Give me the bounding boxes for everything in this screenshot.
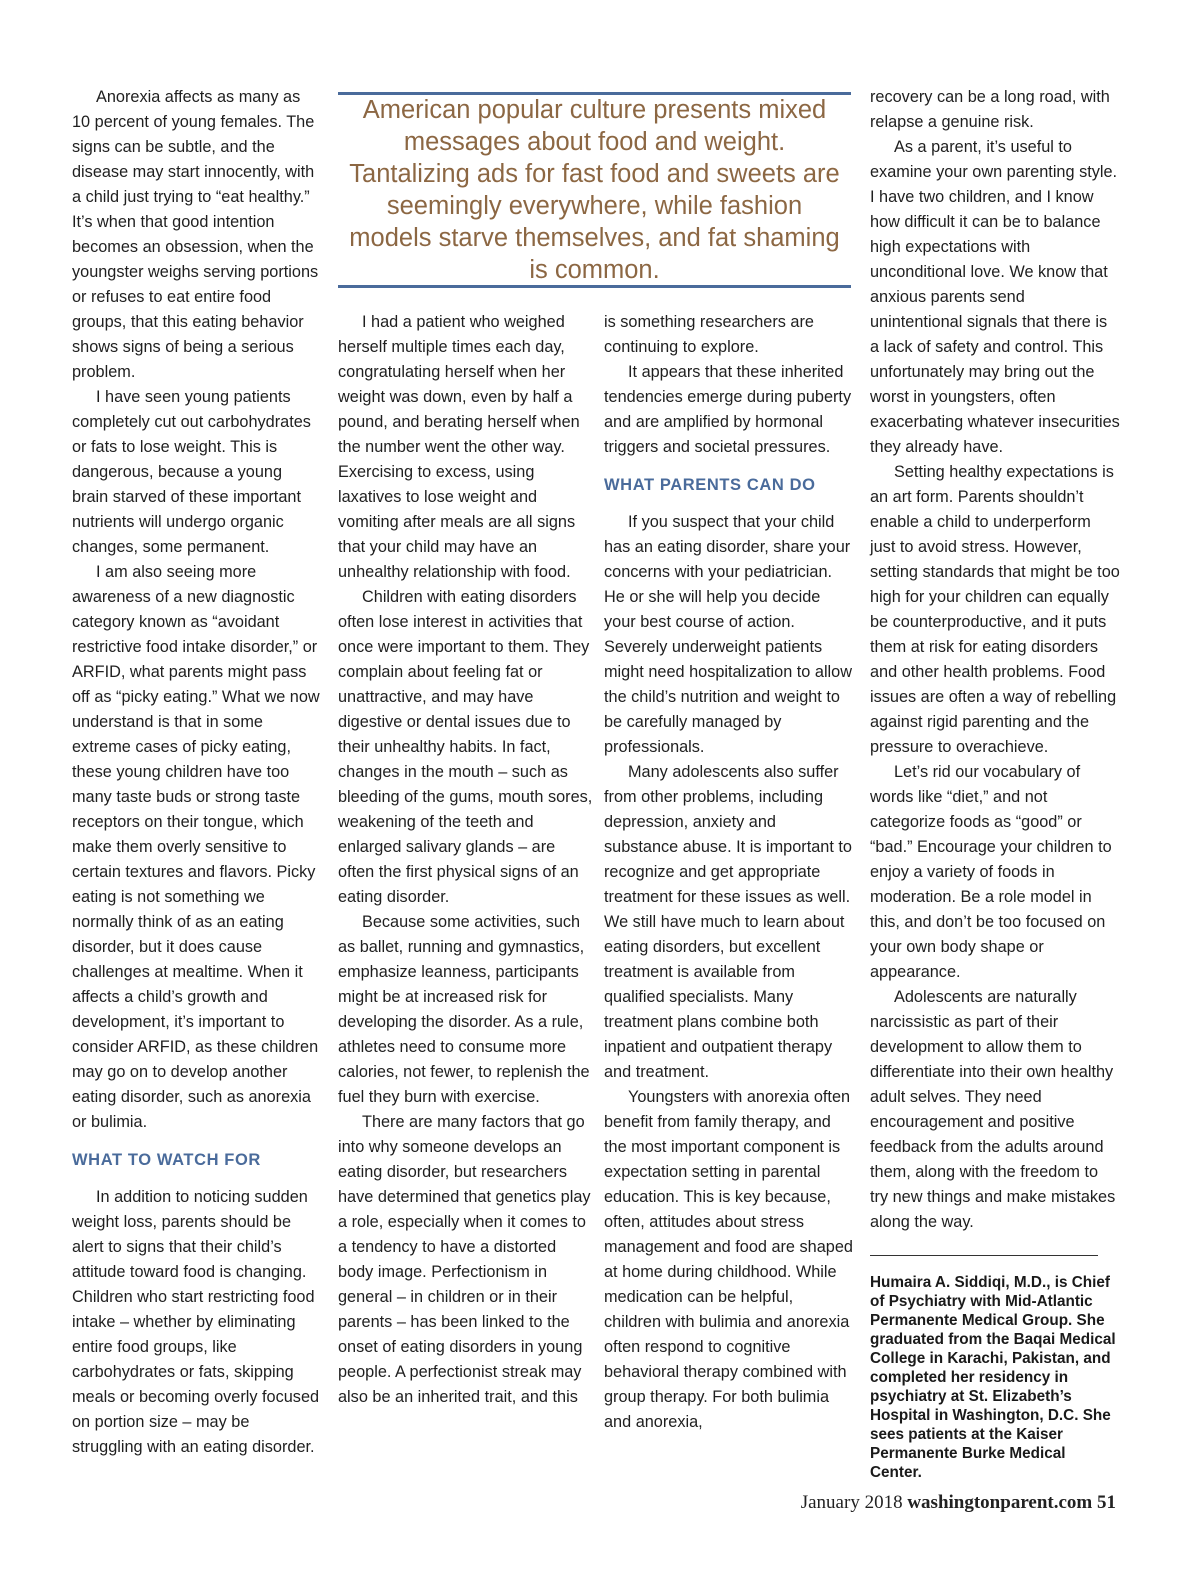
article-column-2 bbox=[338, 310, 593, 1410]
article-column-3 bbox=[604, 310, 854, 1435]
paragraph: Children with eating disorders often lose interest in activities that once were important to them. They complain about feeling fat or unattractive, and may have digestive or dental issues due to their unhealthy habits. In fact, changes in the mouth – such as bleeding of the gums, mouth sores, weakening of the teeth and enlarged salivary glands – are often the first physical signs of an eating disorder. bbox=[338, 588, 593, 906]
paragraph: There are many factors that go into why someone develops an eating disorder, but researchers have determined that genetics play a role, especially when it comes to a tendency to have a distorted body image. Perfectionism in general – in children or in their parents – has been linked to the onset of eating disorders in young people. A perfectionist streak may also be an inherited trait, and this bbox=[338, 1113, 591, 1406]
paragraph: Many adolescents also suffer from other problems, including depression, anxiety and substance abuse. It is important to recognize and get appropriate treatment for these issues as well. We still have much to learn about eating disorders, but excellent treatment is available from qualified specialists. Many treatment plans combine both inpatient and outpatient therapy and treatment. bbox=[604, 763, 852, 1081]
divider bbox=[870, 1255, 1098, 1256]
paragraph: Setting healthy expectations is an art form. Parents shouldn’t enable a child to underperform just to avoid stress. However, setting standards that might be too high for your children can equally be counterproductive, and it puts them at risk for eating disorders and other health problems. Food issues are often a way of rebelling against rigid parenting and the pressure to overachieve. bbox=[870, 463, 1120, 756]
paragraph: Anorexia affects as many as 10 percent of young females. The signs can be subtle, and the disease may start innocently, with a child just trying to “eat healthy.” It’s when that good intention becomes an obsession, when the youngster weighs serving portions or refuses to eat entire food groups, that this eating behavior shows signs of being a serious problem. bbox=[72, 88, 319, 381]
paragraph: Adolescents are naturally narcissistic as part of their development to allow them to differentiate into their own healthy adult selves. They need encouragement and positive feedback from the adults around them, along with the freedom to try new things and make mistakes along the way. bbox=[870, 988, 1116, 1231]
paragraph: Youngsters with anorexia often benefit from family therapy, and the most important component is expectation setting in parental education. This is key because, often, attitudes about stress management and food are shaped at home during childhood. While medication can be helpful, children with bulimia and anorexia often respond to cognitive behavioral therapy combined with group therapy. For both bulimia and anorexia, bbox=[604, 1088, 853, 1431]
page-number: 51 bbox=[1097, 1492, 1116, 1513]
paragraph: Let’s rid our vocabulary of words like “diet,” and not categorize foods as “good” or “bad.” Encourage your children to enjoy a variety of foods in moderation. Be a role model in this, and don’t be too focused on your own body shape or appearance. bbox=[870, 763, 1112, 981]
issue-date: January 2018 bbox=[800, 1492, 903, 1513]
paragraph: It appears that these inherited tendencies emerge during puberty and are amplified by hormonal triggers and societal pressures. bbox=[604, 363, 852, 456]
paragraph: In addition to noticing sudden weight loss, parents should be alert to signs that their child’s attitude toward food is changing. Children who start restricting food intake – whether by eliminating entire food groups, like carbohydrates or fats, skipping meals or becoming overly focused on portion size – may be struggling with an eating disorder. bbox=[72, 1188, 320, 1456]
article-column-4 bbox=[870, 85, 1120, 1482]
paragraph: I had a patient who weighed herself multiple times each day, congratulating herself when her weight was down, even by half a pound, and berating herself when the number went the other way. Exercising to excess, using laxatives to lose weight and vomiting after meals are all signs that your child may have an unhealthy relationship with food. bbox=[338, 313, 580, 581]
pull-quote-text: American popular culture presents mixed messages about food and weight. Tantalizing ads for fast food and sweets are seemingly everywhere, while fashion models starve themselves, and fat shaming is common. bbox=[349, 96, 840, 284]
section-heading-what-parents-can-do: WHAT PARENTS CAN DO bbox=[604, 476, 816, 494]
paragraph: I am also seeing more awareness of a new diagnostic category known as “avoidant restrictive food intake disorder,” or ARFID, what parents might pass off as “picky eating.” What we now understand is that in some extreme cases of picky eating, these young children have too many taste buds or strong taste receptors on their tongue, which make them overly sensitive to certain textures and flavors. Picky eating is not something we normally think of as an eating disorder, but it does cause challenges at mealtime. When it affects a child’s growth and development, it’s important to consider ARFID, as these children may go on to develop another eating disorder, such as anorexia or bulimia. bbox=[72, 563, 320, 1131]
paragraph: is something researchers are continuing to explore. bbox=[604, 313, 814, 356]
paragraph: As a parent, it’s useful to examine your own parenting style. I have two children, and I know how difficult it can be to balance high expectations with unconditional love. We know that anxious parents send unintentional signals that there is a lack of safety and control. This unfortunately may bring out the worst in youngsters, often exacerbating whatever insecurities they already have. bbox=[870, 138, 1120, 456]
paragraph: Because some activities, such as ballet, running and gymnastics, emphasize leanness, participants might be at increased risk for developing the disorder. As a rule, athletes need to consume more calories, not fewer, to replenish the fuel they burn with exercise. bbox=[338, 913, 590, 1106]
article-column-1 bbox=[72, 85, 322, 1460]
site-name: washingtonparent.com bbox=[907, 1492, 1093, 1513]
pull-quote bbox=[338, 92, 851, 288]
paragraph: recovery can be a long road, with relapse a genuine risk. bbox=[870, 88, 1110, 131]
section-heading-what-to-watch-for: WHAT TO WATCH FOR bbox=[72, 1151, 261, 1169]
paragraph: If you suspect that your child has an eating disorder, share your concerns with your pediatrician. He or she will help you decide your best course of action. Severely underweight patients might need hospitalization to allow the child’s nutrition and weight to be carefully managed by professionals. bbox=[604, 513, 852, 756]
author-bio: Humaira A. Siddiqi, M.D., is Chief of Psychiatry with Mid-Atlantic Permanente Medical Group. She graduated from the Baqai Medical College in Karachi, Pakistan, and completed her residency in psychiatry at St. Elizabeth’s Hospital in Washington, D.C. She sees patients at the Kaiser Permanente Burke Medical Center. bbox=[870, 1274, 1116, 1481]
page-footer bbox=[801, 1492, 1116, 1514]
paragraph: I have seen young patients completely cut out carbohydrates or fats to lose weight. This is dangerous, because a young brain starved of these important nutrients will undergo organic changes, some permanent. bbox=[72, 388, 311, 556]
